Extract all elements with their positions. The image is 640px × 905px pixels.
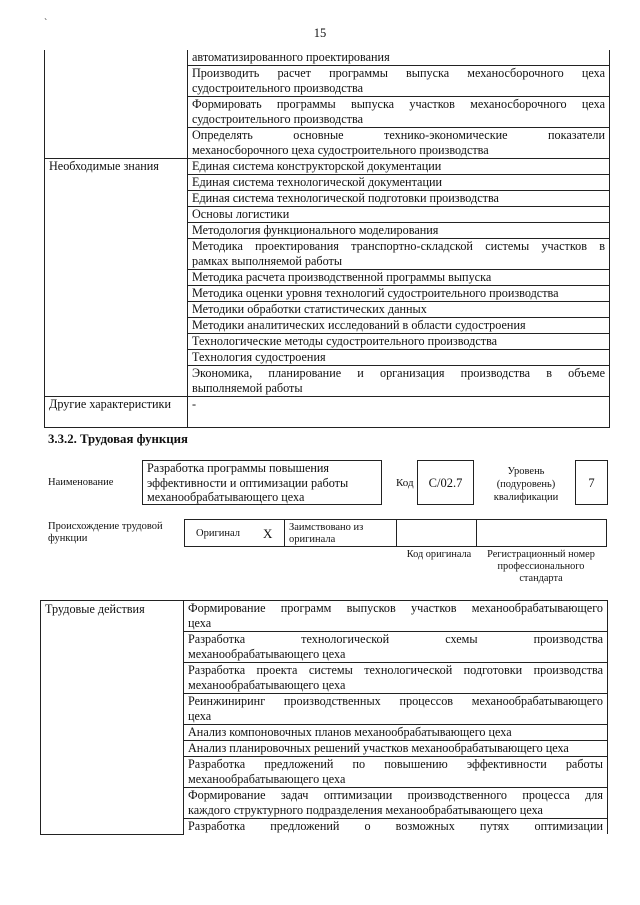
row-text: Экономика, планирование и организация производства в объеме выполняемой работы xyxy=(188,366,610,397)
row-text: Реинжиниринг производственных процессов механообрабатывающего цеха xyxy=(184,694,608,725)
divider xyxy=(284,520,285,546)
reg-number-caption: Регистрационный номер профессионального стандарта xyxy=(487,549,595,584)
table-row xyxy=(45,159,610,175)
row-text: Методика оценки уровня технологий судостроительного производства xyxy=(188,286,610,302)
row-text: Единая система технологической подготовки производства xyxy=(188,191,610,207)
row-text: Методология функционального моделирования xyxy=(188,223,610,239)
row-label xyxy=(45,50,188,159)
row-text: Методики аналитических исследований в области судостроения xyxy=(188,318,610,334)
corner-mark: ` xyxy=(44,18,48,29)
row-text: Разработка проекта системы технологической подготовки производства механообрабатывающего цеха xyxy=(184,663,608,694)
level-value: 7 xyxy=(588,476,595,490)
origin-label: Происхождение трудовой функции xyxy=(48,521,163,544)
page-number: 15 xyxy=(313,26,327,40)
row-text: Разработка предложений по повышению эффективности работы механообрабатывающего цеха xyxy=(184,757,608,788)
row-text: Единая система технологической документации xyxy=(188,175,610,191)
original-mark: X xyxy=(263,526,273,541)
row-text: Формирование задач оптимизации производственного процесса для каждого структурного подразделения механообрабатывающего цеха xyxy=(184,788,608,819)
table-row xyxy=(45,397,610,428)
table-row xyxy=(41,601,608,632)
row-text: Основы логистики xyxy=(188,207,610,223)
row-label-other: Другие характеристики xyxy=(45,397,188,428)
name-value-box xyxy=(142,460,382,505)
row-text: Анализ планировочных решений участков механообрабатывающего цеха xyxy=(184,741,608,757)
divider xyxy=(396,520,397,546)
row-text: - xyxy=(188,397,610,428)
borrowed-label: Заимствовано из оригинала xyxy=(289,522,364,545)
row-text: Технология судостроения xyxy=(188,350,610,366)
row-text: Единая система конструкторской документации xyxy=(188,159,610,175)
divider xyxy=(476,520,477,546)
actions-table xyxy=(40,600,608,835)
row-text: Определять основные технико-экономические показатели механосборочного цеха судостроительного производства xyxy=(188,128,610,159)
row-text: Разработка предложений о возможных путях оптимизации xyxy=(184,819,608,835)
code-value-box xyxy=(417,460,474,505)
row-text: Методики обработки статистических данных xyxy=(188,302,610,318)
row-text: Формировать программы выпуска участков механосборочного цеха судостроительного производства xyxy=(188,97,610,128)
row-text: Формирование программ выпусков участков механообрабатывающего цеха xyxy=(184,601,608,632)
code-value: C/02.7 xyxy=(428,476,463,490)
origin-box xyxy=(184,519,607,547)
section-title: 3.3.2. Трудовая функция xyxy=(48,432,188,446)
row-text: Технологические методы судостроительного производства xyxy=(188,334,610,350)
row-text: Производить расчет программы выпуска механосборочного цеха судостроительного производства xyxy=(188,66,610,97)
row-text: Разработка технологической схемы производства механообрабатывающего цеха xyxy=(184,632,608,663)
level-value-box xyxy=(575,460,608,505)
actions-label: Трудовые действия xyxy=(41,601,184,835)
row-text: Методика расчета производственной программы выпуска xyxy=(188,270,610,286)
row-text: Анализ компоновочных планов механообрабатывающего цеха xyxy=(184,725,608,741)
code-label: Код xyxy=(396,477,414,489)
name-label: Наименование xyxy=(48,477,114,488)
level-label: Уровень (подуровень) квалификации xyxy=(493,466,559,503)
row-label-knowledge: Необходимые знания xyxy=(45,159,188,397)
code-origin-caption: Код оригинала xyxy=(406,549,472,560)
knowledge-table xyxy=(44,50,610,428)
name-value: Разработка программы повышения эффективности и оптимизации работы механообрабатывающего цеха xyxy=(147,461,349,504)
table-row xyxy=(45,50,610,66)
row-text: Методика проектирования транспортно-складской системы участков в рамках выполняемой работы xyxy=(188,239,610,270)
original-label: Оригинал xyxy=(196,528,240,539)
row-text: автоматизированного проектирования xyxy=(188,50,610,66)
